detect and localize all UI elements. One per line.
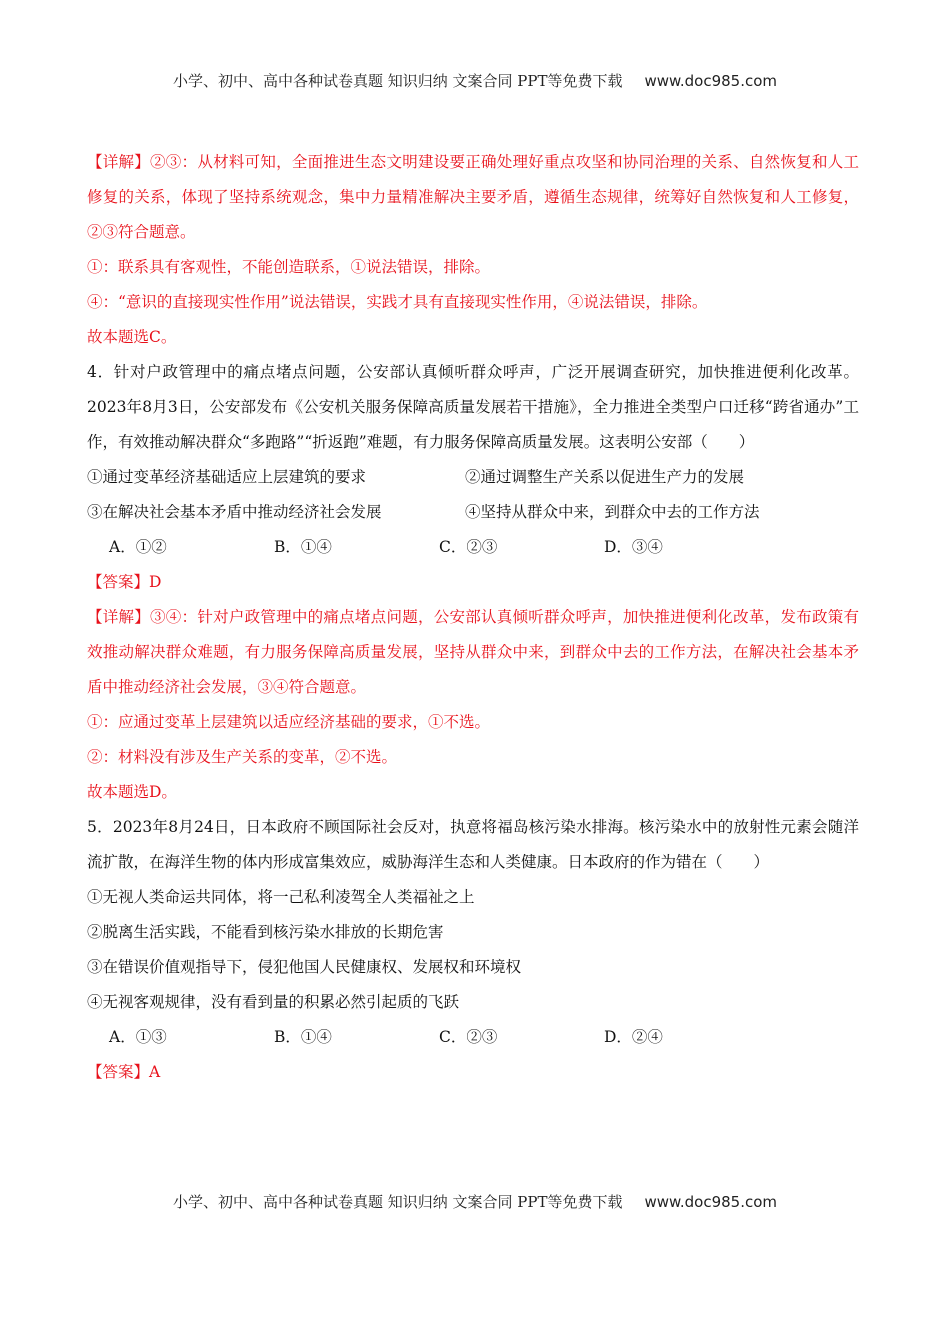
q4-note-2: ②：材料没有涉及生产关系的变革，②不选。: [87, 748, 398, 766]
q5-item-4: ④无视客观规律，没有看到量的积累必然引起质的飞跃: [87, 993, 460, 1011]
q5-choice-b: B．①④: [274, 1028, 332, 1046]
q5-stem: 5．2023年8月24日，日本政府不顾国际社会反对，执意将福岛核污染水排海。核污染水中的放射性元素会随洋流扩散，在海洋生物的体内形成富集效应，威胁海洋生态和人类健康。日本政府的作为错在（ ）: [87, 818, 859, 871]
q3-conclusion: 故本题选C。: [87, 328, 177, 346]
q4-choice-d: D．③④: [604, 538, 663, 556]
q4-items-row-1: [87, 460, 859, 495]
q4-item-3: ③在解决社会基本矛盾中推动经济社会发展: [87, 503, 382, 521]
q4-choice-c: C．②③: [439, 538, 498, 556]
header-text: 小学、初中、高中各种试卷真题 知识归纳 文案合同 PPT等免费下载: [172, 72, 623, 90]
q4-conclusion: 故本题选D。: [87, 783, 177, 801]
q5-choice-a: A．①③: [109, 1028, 167, 1046]
q4-items-row-2: [87, 495, 859, 530]
header-site[interactable]: www.doc985.com: [644, 72, 778, 90]
document-body: [87, 145, 859, 1090]
q3-detail: 【详解】②③：从材料可知，全面推进生态文明建设要正确处理好重点攻坚和协同治理的关系、自然恢复和人工修复的关系，体现了坚持系统观念，集中力量精准解决主要矛盾，遵循生态规律，统筹好自然恢复和人工修复，②③符合题意。: [87, 153, 859, 241]
q5-choice-c: C．②③: [439, 1028, 498, 1046]
q5-answer: 【答案】A: [87, 1063, 161, 1081]
page-footer: [0, 1191, 950, 1212]
q5-item-1: ①无视人类命运共同体，将一己私利凌驾全人类福祉之上: [87, 888, 475, 906]
q5-choices: [87, 1020, 859, 1055]
q4-choice-b: B．①④: [274, 538, 332, 556]
q4-answer: 【答案】D: [87, 573, 162, 591]
q4-item-2: ②通过调整生产关系以促进生产力的发展: [465, 468, 745, 486]
q4-choices: [87, 530, 859, 565]
q3-note-2: ④：“意识的直接现实性作用”说法错误，实践才具有直接现实性作用，④说法错误，排除。: [87, 293, 708, 311]
q4-stem: 4．针对户政管理中的痛点堵点问题，公安部认真倾听群众呼声，广泛开展调查研究，加快推进便利化改革。2023年8月3日，公安部发布《公安机关服务保障高质量发展若干措施》，全力推进全类型户口迁移“跨省通办”工作，有效推动解决群众“多跑路”“折返跑”难题，有力服务保障高质量发展。这表明公安部（ ）: [87, 363, 859, 451]
q4-item-1: ①通过变革经济基础适应上层建筑的要求: [87, 468, 367, 486]
footer-site[interactable]: www.doc985.com: [644, 1193, 778, 1211]
q4-item-4: ④坚持从群众中来，到群众中去的工作方法: [465, 503, 760, 521]
q5-choice-d: D．②④: [604, 1028, 663, 1046]
q4-detail: 【详解】③④：针对户政管理中的痛点堵点问题，公安部认真倾听群众呼声，加快推进便利化改革，发布政策有效推动解决群众难题，有力服务保障高质量发展，坚持从群众中来，到群众中去的工作方法，在解决社会基本矛盾中推动经济社会发展，③④符合题意。: [87, 608, 859, 696]
q5-item-3: ③在错误价值观指导下，侵犯他国人民健康权、发展权和环境权: [87, 958, 522, 976]
q5-item-2: ②脱离生活实践，不能看到核污染水排放的长期危害: [87, 923, 444, 941]
q3-note-1: ①：联系具有客观性，不能创造联系，①说法错误，排除。: [87, 258, 491, 276]
q4-choice-a: A．①②: [109, 538, 167, 556]
q4-note-1: ①：应通过变革上层建筑以适应经济基础的要求，①不选。: [87, 713, 491, 731]
page-header: [0, 70, 950, 91]
footer-text: 小学、初中、高中各种试卷真题 知识归纳 文案合同 PPT等免费下载: [172, 1193, 623, 1211]
